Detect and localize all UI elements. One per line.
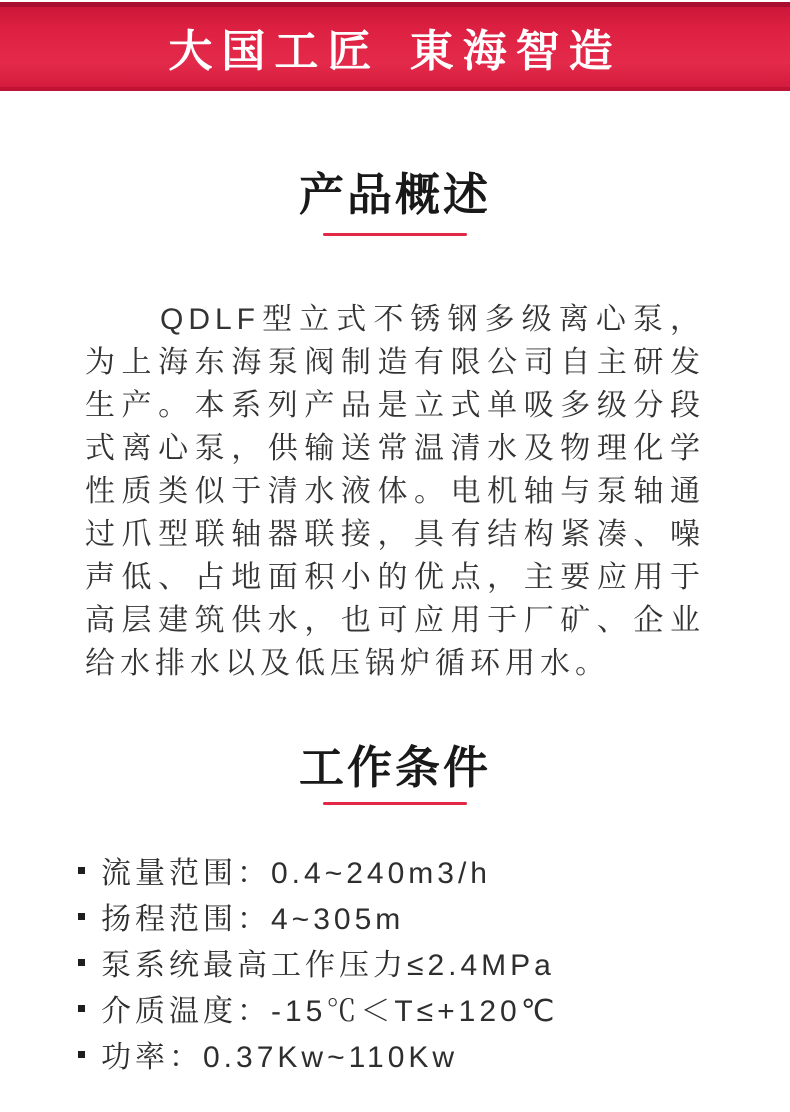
bullet-icon [78,1051,85,1058]
conditions-heading: 工作条件 [298,742,491,793]
conditions-list [75,847,715,1077]
list-item-label: 功率：0.37Kw~110Kw [101,1041,459,1074]
bullet-icon [78,867,85,874]
list-item-medium-temperature [75,985,715,1031]
list-item-label: 扬程范围：4~305m [101,903,405,936]
list-item-label: 泵系统最高工作压力≤2.4MPa [101,949,555,982]
list-item-flow-range [75,847,715,893]
overview-paragraph: QDLF型立式不锈钢多级离心泵，为上海东海泵阀制造有限公司自主研发生产。本系列产品是立式单吸多级分段式离心泵，供输送常温清水及物理化学性质类似于清水液体。电机轴与泵轴通过爪型联轴器联接，具有结构紧凑、噪声低、占地面积小的优点，主要应用于高层建筑供水，也可应用于厂矿、企业给水排水以及低压锅炉循环用水。 [85,303,705,680]
bullet-icon [78,959,85,966]
banner-title: 大国工匠 東海智造 [168,27,622,76]
section-product-overview [0,169,790,685]
list-item-head-range [75,893,715,939]
conditions-heading-underline [323,802,467,805]
bullet-icon [78,913,85,920]
section-working-conditions [0,742,790,1077]
overview-heading: 产品概述 [298,169,491,220]
overview-heading-underline [323,233,467,236]
list-item-power-range [75,1031,715,1077]
list-item-max-pressure [75,939,715,985]
top-banner [0,2,790,91]
list-item-label: 流量范围：0.4~240m3/h [101,857,491,890]
product-detail-page [0,2,790,1112]
bullet-icon [78,1005,85,1012]
list-item-label: 介质温度：-15℃＜T≤+120℃ [101,995,559,1028]
